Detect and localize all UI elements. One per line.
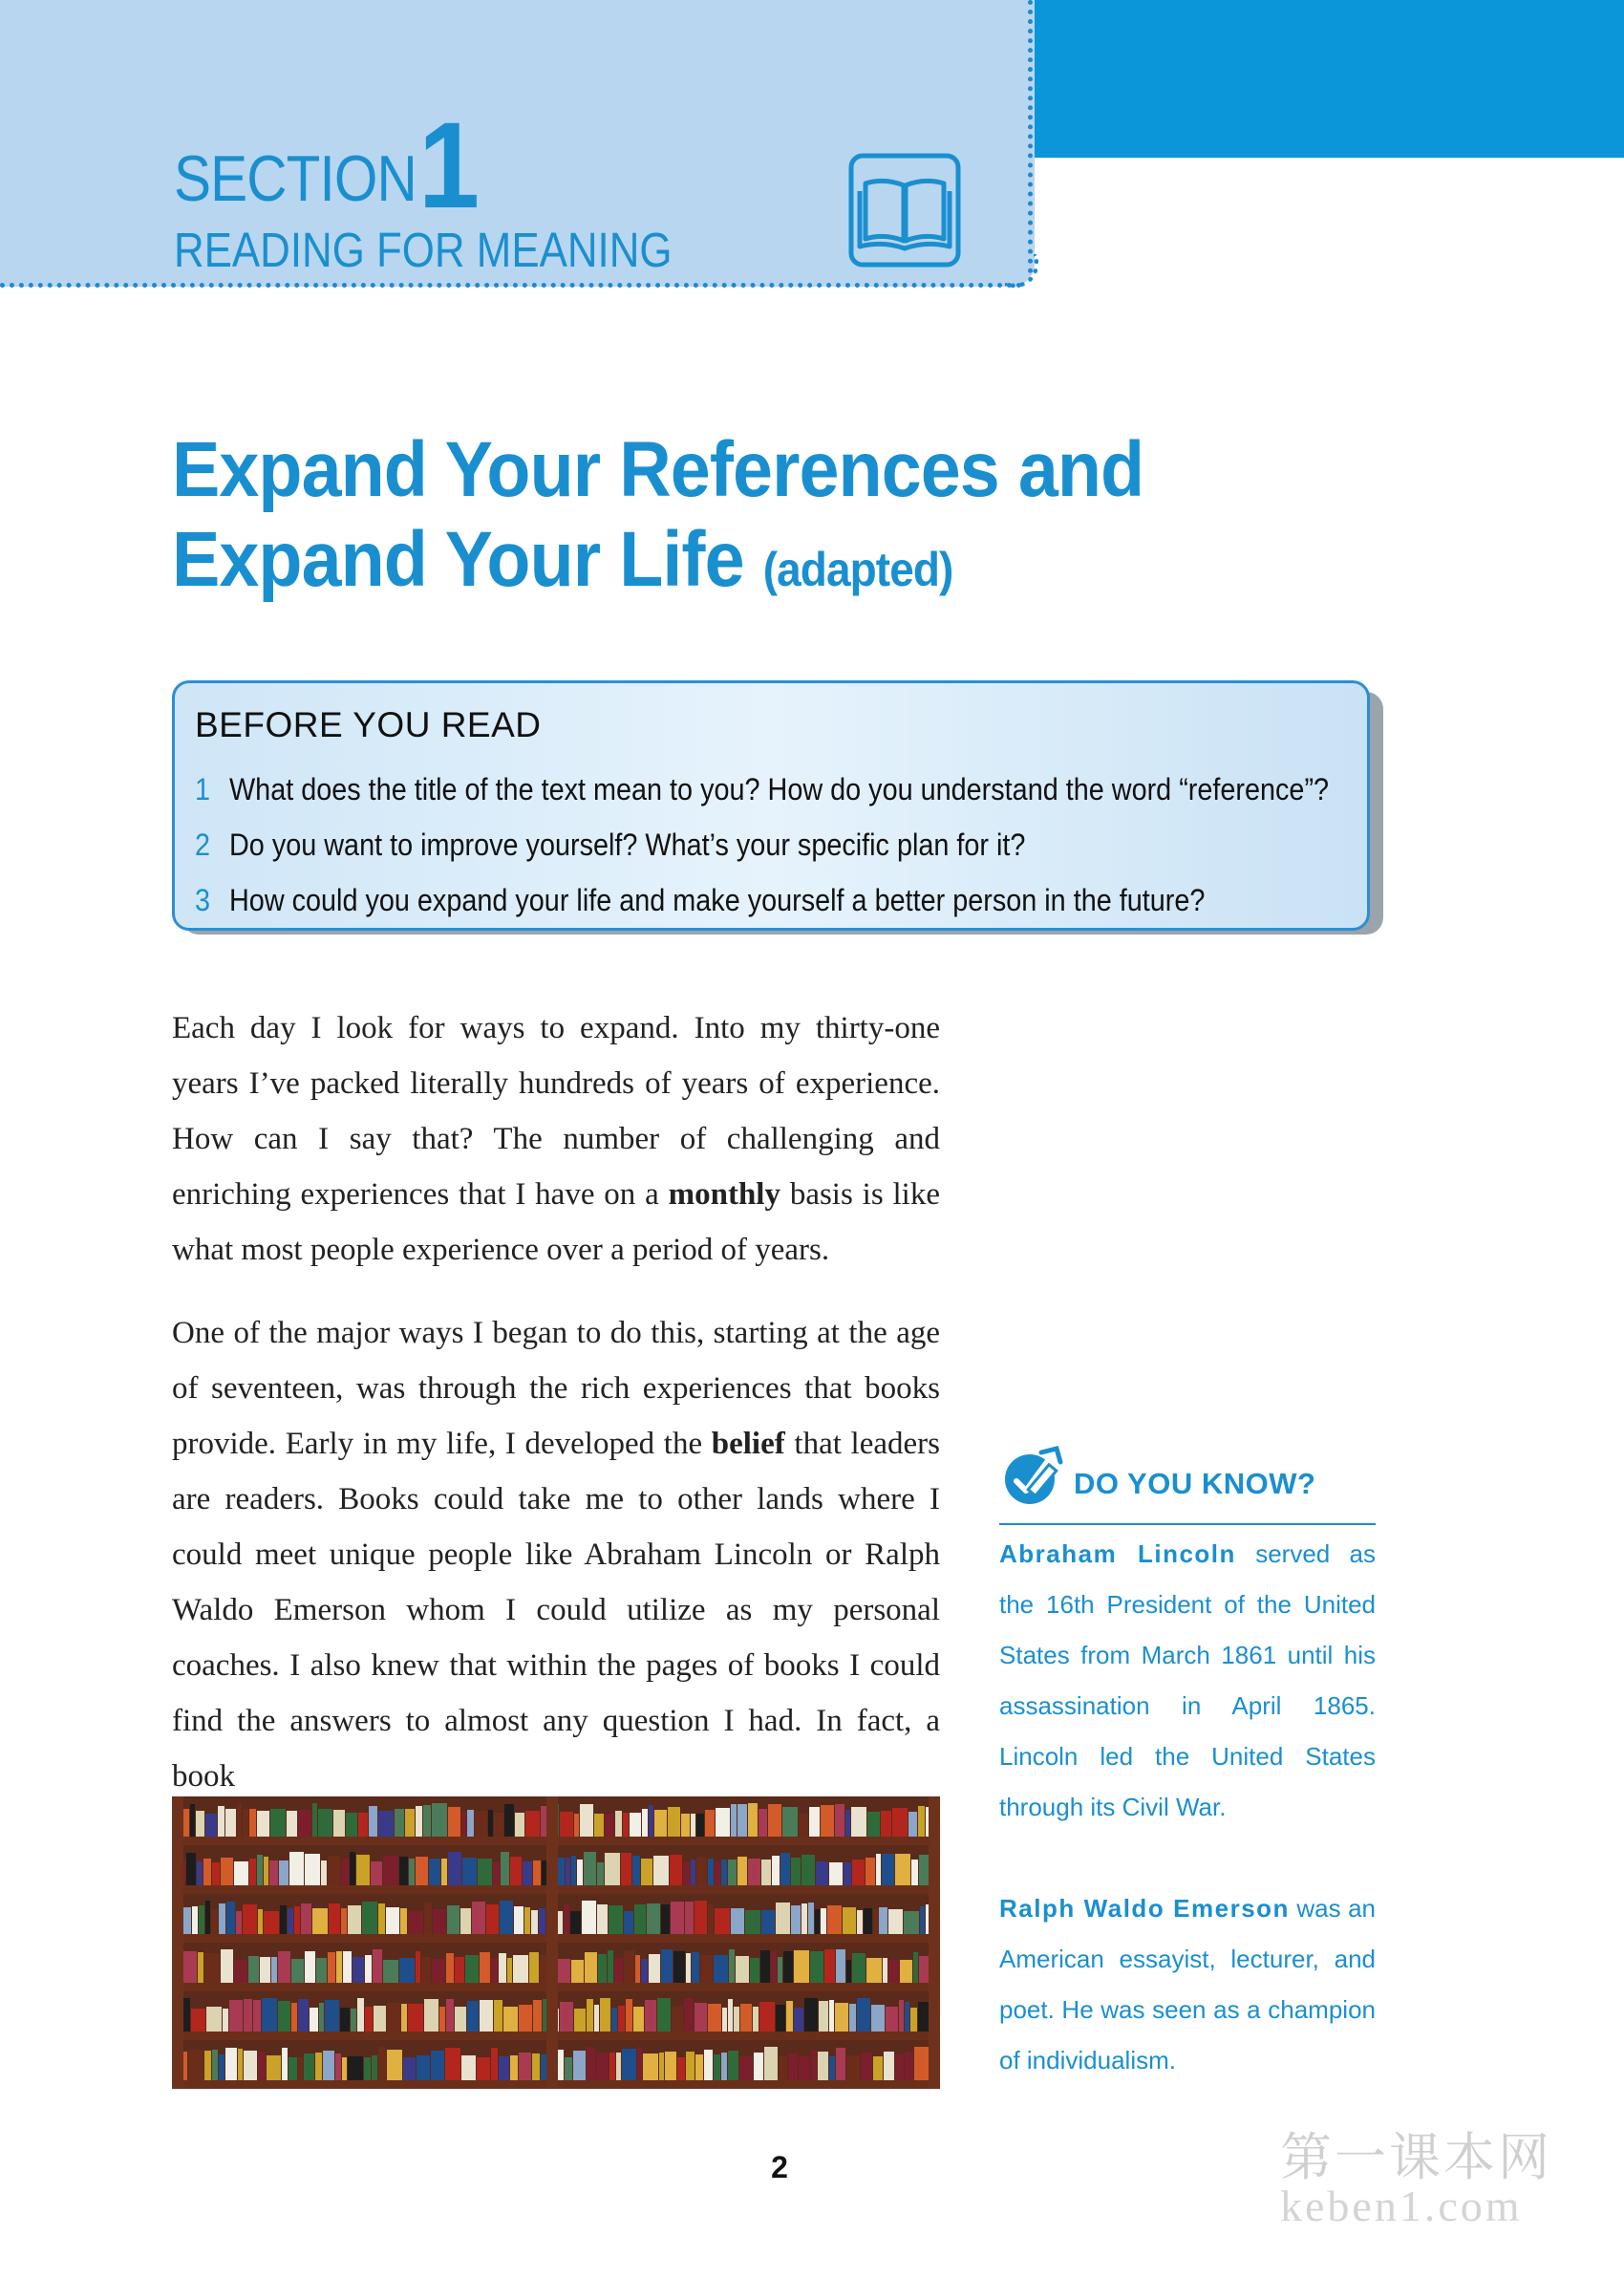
- article-title: [172, 425, 1229, 614]
- title-line-2-text: Expand Your Life: [172, 516, 744, 603]
- section-label: SECTION: [174, 142, 417, 215]
- bookshelf-photo: [172, 1796, 940, 2089]
- title-adapted-note: (adapted): [762, 543, 953, 596]
- section-subtitle: READING FOR MEANING: [174, 223, 673, 277]
- watermark-chinese: 第一课本网: [1280, 2129, 1552, 2186]
- do-you-know-heading: DO YOU KNOW?: [1074, 1467, 1316, 1500]
- vocab-monthly: monthly: [668, 1177, 780, 1212]
- pencil-check-icon: [999, 1445, 1064, 1508]
- note-name: Ralph Waldo Emerson: [999, 1894, 1290, 1923]
- question-text: Do you want to improve yourself? What’s your specific plan for it?: [229, 828, 1026, 862]
- before-you-read-heading: BEFORE YOU READ: [195, 705, 542, 744]
- p1-text-b: basis is like what most people experience over a period of years.: [172, 1177, 940, 1267]
- question-text: How could you expand your life and make yourself a better person in the future?: [229, 883, 1206, 917]
- vocab-belief: belief: [711, 1427, 785, 1461]
- p2-text-b: that leaders are readers. Books could take me to other lands where I could meet unique people like Abraham Lincoln or Ralph Waldo Emerson whom I could utilize as my personal coaches. I also knew that within the pages of books I could find the answers to almost any question I had. In fact, a book: [172, 1427, 940, 1794]
- title-line-1: Expand Your References and: [172, 426, 1144, 513]
- watermark-url: keben1.com: [1280, 2182, 1523, 2230]
- question-item: [195, 772, 1329, 807]
- note-text: was an American essayist, lecturer, and poet. He was seen as a champion of individualism.: [999, 1894, 1376, 2075]
- question-number: 1: [195, 772, 211, 806]
- shelf-post: [172, 1796, 183, 2089]
- title-line-2: [172, 515, 1143, 614]
- note-ralph-waldo-emerson: [999, 1883, 1376, 2086]
- header-accent-bar: [1032, 0, 1624, 158]
- note-text: served as the 16th President of the United States from March 1861 until his assassination in April 1865. Lincoln led the United States through its Civil War.: [999, 1539, 1376, 1821]
- header-dotted-border-right: [1028, 0, 1033, 273]
- question-number: 2: [195, 828, 211, 862]
- do-you-know-divider: [999, 1523, 1376, 1525]
- shelf-post: [929, 1796, 940, 2089]
- p1-text-a: Each day I look for ways to expand. Into my thirty-one years I’ve packed literally hundreds of years of experience. How can I say that? The number of challenging and enriching experiences that I have on a: [172, 1011, 940, 1212]
- question-text: What does the title of the text mean to you? How do you understand the word “reference”?: [229, 772, 1330, 806]
- header-dotted-corner: [1005, 254, 1038, 288]
- question-item: [195, 828, 1025, 863]
- note-name: Abraham Lincoln: [999, 1539, 1236, 1568]
- shelf-post: [546, 1796, 558, 2089]
- body-paragraph-2: [172, 1305, 940, 1804]
- question-number: 3: [195, 883, 211, 917]
- body-paragraph-1: [172, 1000, 940, 1278]
- section-number: 1: [418, 97, 481, 234]
- question-item: [195, 883, 1205, 918]
- open-book-icon: [848, 153, 961, 268]
- note-abraham-lincoln: [999, 1529, 1376, 1833]
- p2-text-a: One of the major ways I began to do this, starting at the age of seventeen, was through the rich experiences that books provide. Early in my life, I developed the: [172, 1316, 940, 1461]
- page-number: 2: [771, 2150, 788, 2184]
- header-dotted-border: [0, 283, 1022, 288]
